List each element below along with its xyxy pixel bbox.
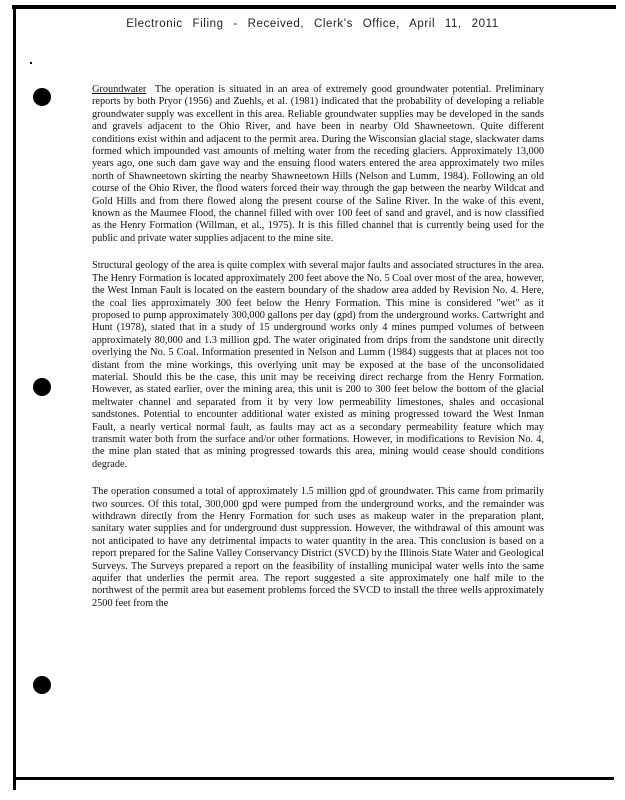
scan-border-left [13, 5, 16, 790]
paragraph-groundwater [92, 84, 544, 245]
scan-speck [30, 62, 32, 64]
paragraph-text: The operation is situated in an area of extremely good groundwater potential. Preliminary reports by both Pryor (1956) and Zuehls, et al. (1981) indicated that the probability of developing a reliable groundwater supply was excellent in this area. Reliable groundwater supplies may be developed in the sands and gravels adjacent to the Ohio River, and have been in nearby Old Shawneetown. Quite different conditions exist within and adjacent to the permit area. During the Wisconsian glacial stage, slackwater dams formed which impounded vast amounts of melting water from the receding glaciers. Approximately 13,000 years ago, one such dam gave way and the ensuing flood waters entered the area approximately two miles north of Shawneetown skirting the nearby Shawneetown Hills (Nelson and Lumm, 1984). Following an old course of the Ohio River, the flood waters forced their way through the gap between the nearby Wildcat and Gold Hills and from there flowed along the present course of the Saline River. In the wake of this event, known as the Maumee Flood, the channel filled with over 100 feet of sand and gravel, and is now classified as the Henry Formation (Willman, et al., 1975). It is this filled channel that is currently being used for the public and private water supplies adjacent to the mine site. [92, 84, 545, 244]
binder-hole-punch-middle [33, 378, 51, 396]
paragraph-groundwater-consumption: The operation consumed a total of approximately 1.5 million gpd of groundwater. This came from primarily two sources. Of this total, 300,000 gpd were pumped from the underground works, and the remainder was withdrawn directly from the Henry Formation for such uses as makeup water in the preparation plant, sanitary water supplies and for underground dust suppression. However, the withdrawal of this amount was not anticipated to have any detrimental impacts to water quantity in the area. This conclusion is based on a report prepared for the Saline Valley Conservancy District (SVCD) by the Illinois State Water and Geological Surveys. The Surveys prepared a report on the feasibility of installing municipal water wells into the same aquifer that underlies the permit area. The report suggested a site approximately one half mile to the northwest of the permit area but easement problems forced the SVCD to install the three wells approximately 2500 feet from the [92, 486, 544, 609]
filing-header: Electronic Filing - Received, Clerk's Office, April 11, 2011 [126, 18, 499, 30]
paragraph-structural-geology: Structural geology of the area is quite complex with several major faults and associated structures in the area. The Henry Formation is located approximately 200 feet above the No. 5 Coal over most of the area, however, the West Inman Fault is located on the eastern boundary of the shadow area added by Revision No. 4. Here, the coal lies approximately 300 feet below the Henry Formation. This mine is considered "wet" as it proposed to pump approximately 300,000 gallons per day (gpd) from the underground works. Cartwright and Hunt (1978), stated that in a study of 15 underground works only 4 mines pumped volumes of between approximately 80,000 and 1.3 million gpd. The water originated from drips from the sandstone unit directly overlying the No. 5 Coal. Information presented in Nelson and Lumm (1984) suggests that at places not too distant from the mine workings, this overlying unit may be exposed at the base of the unconsolidated material. Should this be the case, this unit may be receiving direct recharge from the Henry Formation. However, as stated earlier, over the mining area, this unit is 200 to 300 feet below the bottom of the glacial meltwater channel and separated from it by very low permeability limestones, shales and occasional sandstones. Potential to encounter additional water existed as mining progressed toward the West Inman Fault, a nearly vertical normal fault, as faults may act as a secondary permeability feature which may transmit water both from the surface and/or other formations. However, in modifications to Revision No. 4, the mine plan stated that as mining progressed towards this area, mining would cease should conditions degrade. [92, 260, 544, 470]
binder-hole-punch-bottom [33, 676, 51, 694]
binder-hole-punch-top [33, 88, 51, 106]
document-body [92, 84, 544, 625]
scan-border-top [12, 5, 616, 9]
section-heading-groundwater: Groundwater [92, 84, 147, 95]
scan-border-bottom [14, 777, 614, 780]
